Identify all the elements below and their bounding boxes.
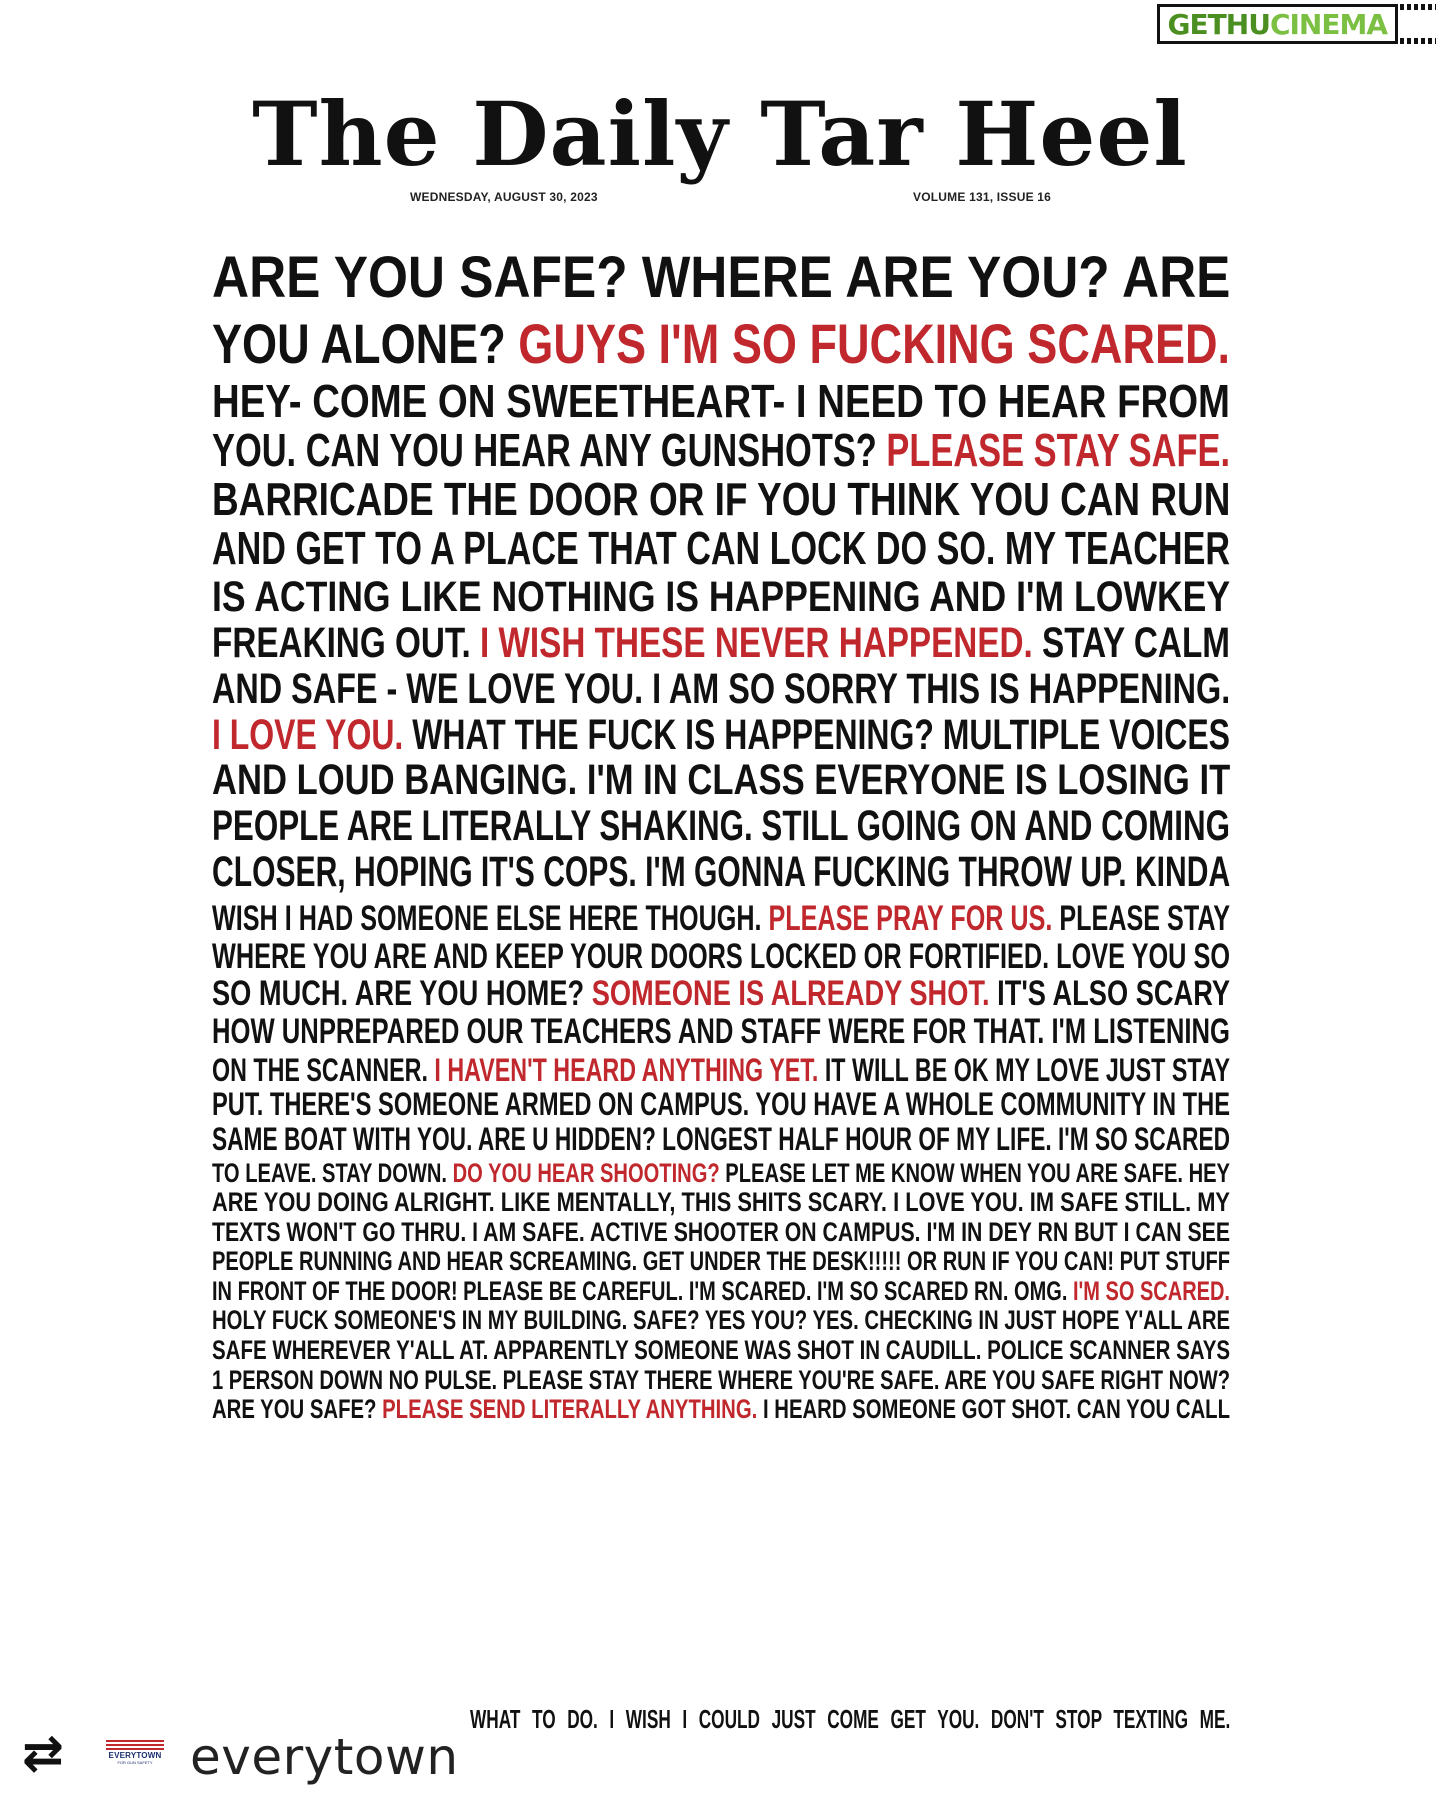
logo-subtext: FOR GUN SAFETY xyxy=(117,1760,153,1765)
highlight-phrase: PLEASE SEND LITERALLY ANYTHING. xyxy=(382,1396,758,1424)
phrase: WISH I HAD SOMEONE ELSE HERE THOUGH. xyxy=(212,900,769,937)
message-line xyxy=(212,851,1230,895)
message-line-last: WHAT TO DO. I WISH I COULD JUST COME GET YOU. DON'T STOP TEXTING ME. xyxy=(470,1704,1230,1734)
phrase: AND LOUD BANGING. I'M IN CLASS EVERYONE IS LOSING IT xyxy=(212,759,1230,804)
message-line xyxy=(212,1248,1230,1276)
message-line xyxy=(212,1014,1230,1050)
message-line xyxy=(212,1337,1230,1365)
message-line xyxy=(212,1189,1230,1217)
film-strip-icon xyxy=(1400,4,1436,44)
phrase: BARRICADE THE DOOR OR IF YOU THINK YOU CAN RUN xyxy=(212,476,1230,524)
message-line xyxy=(212,668,1230,712)
phrase: YOU. CAN YOU HEAR ANY GUNSHOTS? xyxy=(212,427,887,475)
message-line xyxy=(212,976,1230,1012)
phrase: IT WILL BE OK MY LOVE JUST STAY xyxy=(818,1053,1230,1087)
phrase: SAME BOAT WITH YOU. ARE U HIDDEN? LONGEST HALF HOUR OF MY LIFE. I'M SO SCARED xyxy=(212,1123,1230,1156)
message-line xyxy=(212,1396,1230,1424)
phrase: PUT. THERE'S SOMEONE ARMED ON CAMPUS. YOU HAVE A WHOLE COMMUNITY IN THE xyxy=(212,1088,1230,1122)
phrase: ON THE SCANNER. xyxy=(212,1053,435,1087)
phrase: AND GET TO A PLACE THAT CAN LOCK DO SO. MY TEACHER xyxy=(212,525,1230,572)
message-line xyxy=(212,1054,1230,1087)
message-line xyxy=(212,805,1230,849)
last-line-block xyxy=(470,1704,1230,1735)
highlight-phrase: SOMEONE IS ALREADY SHOT. xyxy=(591,976,990,1013)
phrase: STAY CALM xyxy=(1032,621,1230,666)
phrase: YOU ALONE? xyxy=(212,315,519,373)
watermark-logo xyxy=(1157,4,1398,44)
logo-text: EVERYTOWN xyxy=(108,1751,162,1760)
phrase: HEY- COME ON SWEETHEART- I NEED TO HEAR FROM xyxy=(212,378,1230,426)
phrase: SAFE WHEREVER Y'ALL AT. APPARENTLY SOMEONE WAS SHOT IN CAUDILL. POLICE SCANNER SAYS xyxy=(212,1337,1230,1365)
message-line xyxy=(212,1123,1230,1156)
message-line xyxy=(212,378,1230,425)
message-line xyxy=(212,939,1230,975)
highlight-phrase: I WISH THESE NEVER HAPPENED. xyxy=(480,621,1033,666)
highlight-phrase: GUYS I'M SO FUCKING SCARED. xyxy=(518,315,1230,373)
message-line xyxy=(212,576,1230,620)
phrase: WHERE YOU ARE AND KEEP YOUR DOORS LOCKED OR FORTIFIED. LOVE YOU SO xyxy=(212,938,1230,975)
repost-icon[interactable]: ⇄ xyxy=(22,1724,64,1782)
message-line xyxy=(212,1219,1230,1247)
masthead: The Daily Tar Heel xyxy=(252,82,1188,186)
phrase: ARE YOU SAFE? WHERE ARE YOU? ARE xyxy=(212,248,1230,308)
watermark-part2: CINEMA xyxy=(1269,7,1387,41)
phrase: WHAT THE FUCK IS HAPPENING? MULTIPLE VOICES xyxy=(403,713,1230,758)
everytown-logo xyxy=(106,1740,164,1770)
highlight-phrase: DO YOU HEAR SHOOTING? xyxy=(452,1159,720,1188)
flag-stripes-icon xyxy=(106,1740,164,1750)
watermark-part1: GETHU xyxy=(1167,7,1270,41)
highlight-phrase: I'M SO SCARED. xyxy=(1072,1277,1230,1306)
message-line xyxy=(212,427,1230,474)
phrase: PEOPLE ARE LITERALLY SHAKING. STILL GOING ON AND COMING xyxy=(212,805,1230,850)
highlight-phrase: I HAVEN'T HEARD ANYTHING YET. xyxy=(434,1053,819,1087)
phrase: TO LEAVE. STAY DOWN. xyxy=(212,1159,453,1188)
phrase: 1 PERSON DOWN NO PULSE. PLEASE STAY THERE WHERE YOU'RE SAFE. ARE YOU SAFE RIGHT NOW? xyxy=(212,1366,1230,1395)
phrase: I HEARD SOMEONE GOT SHOT. CAN YOU CALL xyxy=(757,1396,1230,1424)
highlight-phrase: PLEASE STAY SAFE. xyxy=(886,427,1230,475)
phrase: HOLY FUCK SOMEONE'S IN MY BUILDING. SAFE? YES YOU? YES. CHECKING IN JUST HOPE Y'ALL ARE xyxy=(212,1307,1230,1335)
phrase: PLEASE LET ME KNOW WHEN YOU ARE SAFE. HEY xyxy=(719,1159,1230,1188)
message-line xyxy=(212,1088,1230,1121)
message-line xyxy=(212,622,1230,666)
phrase: FREAKING OUT. xyxy=(212,621,481,666)
message-line xyxy=(212,315,1230,372)
highlight-phrase: I LOVE YOU. xyxy=(212,713,404,758)
phrase: ARE YOU DOING ALRIGHT. LIKE MENTALLY, THIS SHITS SCARY. I LOVE YOU. IM SAFE STILL. MY xyxy=(212,1189,1230,1217)
message-line xyxy=(212,1307,1230,1335)
dateline-volume: VOLUME 131, ISSUE 16 xyxy=(913,190,1052,204)
message-line xyxy=(212,759,1230,803)
message-text-block xyxy=(212,248,1230,1424)
phrase: AND SAFE - WE LOVE YOU. I AM SO SORRY THIS IS HAPPENING. xyxy=(212,667,1230,712)
account-handle[interactable]: everytown xyxy=(190,1728,459,1786)
message-line xyxy=(212,525,1230,572)
phrase: IN FRONT OF THE DOOR! PLEASE BE CAREFUL. I'M SCARED. I'M SO SCARED RN. OMG. xyxy=(212,1277,1073,1306)
phrase: ARE YOU SAFE? xyxy=(212,1396,383,1424)
message-line xyxy=(212,714,1230,758)
phrase: SO MUCH. ARE YOU HOME? xyxy=(212,976,592,1013)
phrase: PEOPLE RUNNING AND HEAR SCREAMING. GET UNDER THE DESK!!!!! OR RUN IF YOU CAN! PUT STUFF xyxy=(212,1248,1230,1276)
message-line xyxy=(212,901,1230,937)
phrase: CLOSER, HOPING IT'S COPS. I'M GONNA FUCKING THROW UP. KINDA xyxy=(212,851,1230,895)
message-line xyxy=(212,1367,1230,1395)
phrase: PLEASE STAY xyxy=(1052,900,1230,937)
highlight-phrase: PLEASE PRAY FOR US. xyxy=(768,900,1053,937)
phrase: IS ACTING LIKE NOTHING IS HAPPENING AND I'M LOWKEY xyxy=(212,575,1230,620)
phrase: HOW UNPREPARED OUR TEACHERS AND STAFF WERE FOR THAT. I'M LISTENING xyxy=(212,1014,1230,1050)
phrase: IT'S ALSO SCARY xyxy=(989,976,1230,1013)
dateline-date: WEDNESDAY, AUGUST 30, 2023 xyxy=(410,190,598,204)
message-line xyxy=(212,1160,1230,1188)
message-line xyxy=(212,476,1230,523)
phrase: TEXTS WON'T GO THRU. I AM SAFE. ACTIVE SHOOTER ON CAMPUS. I'M IN DEY RN BUT I CAN SEE xyxy=(212,1218,1230,1247)
message-line xyxy=(212,1278,1230,1306)
message-line xyxy=(212,248,1230,307)
watermark xyxy=(1157,4,1436,44)
